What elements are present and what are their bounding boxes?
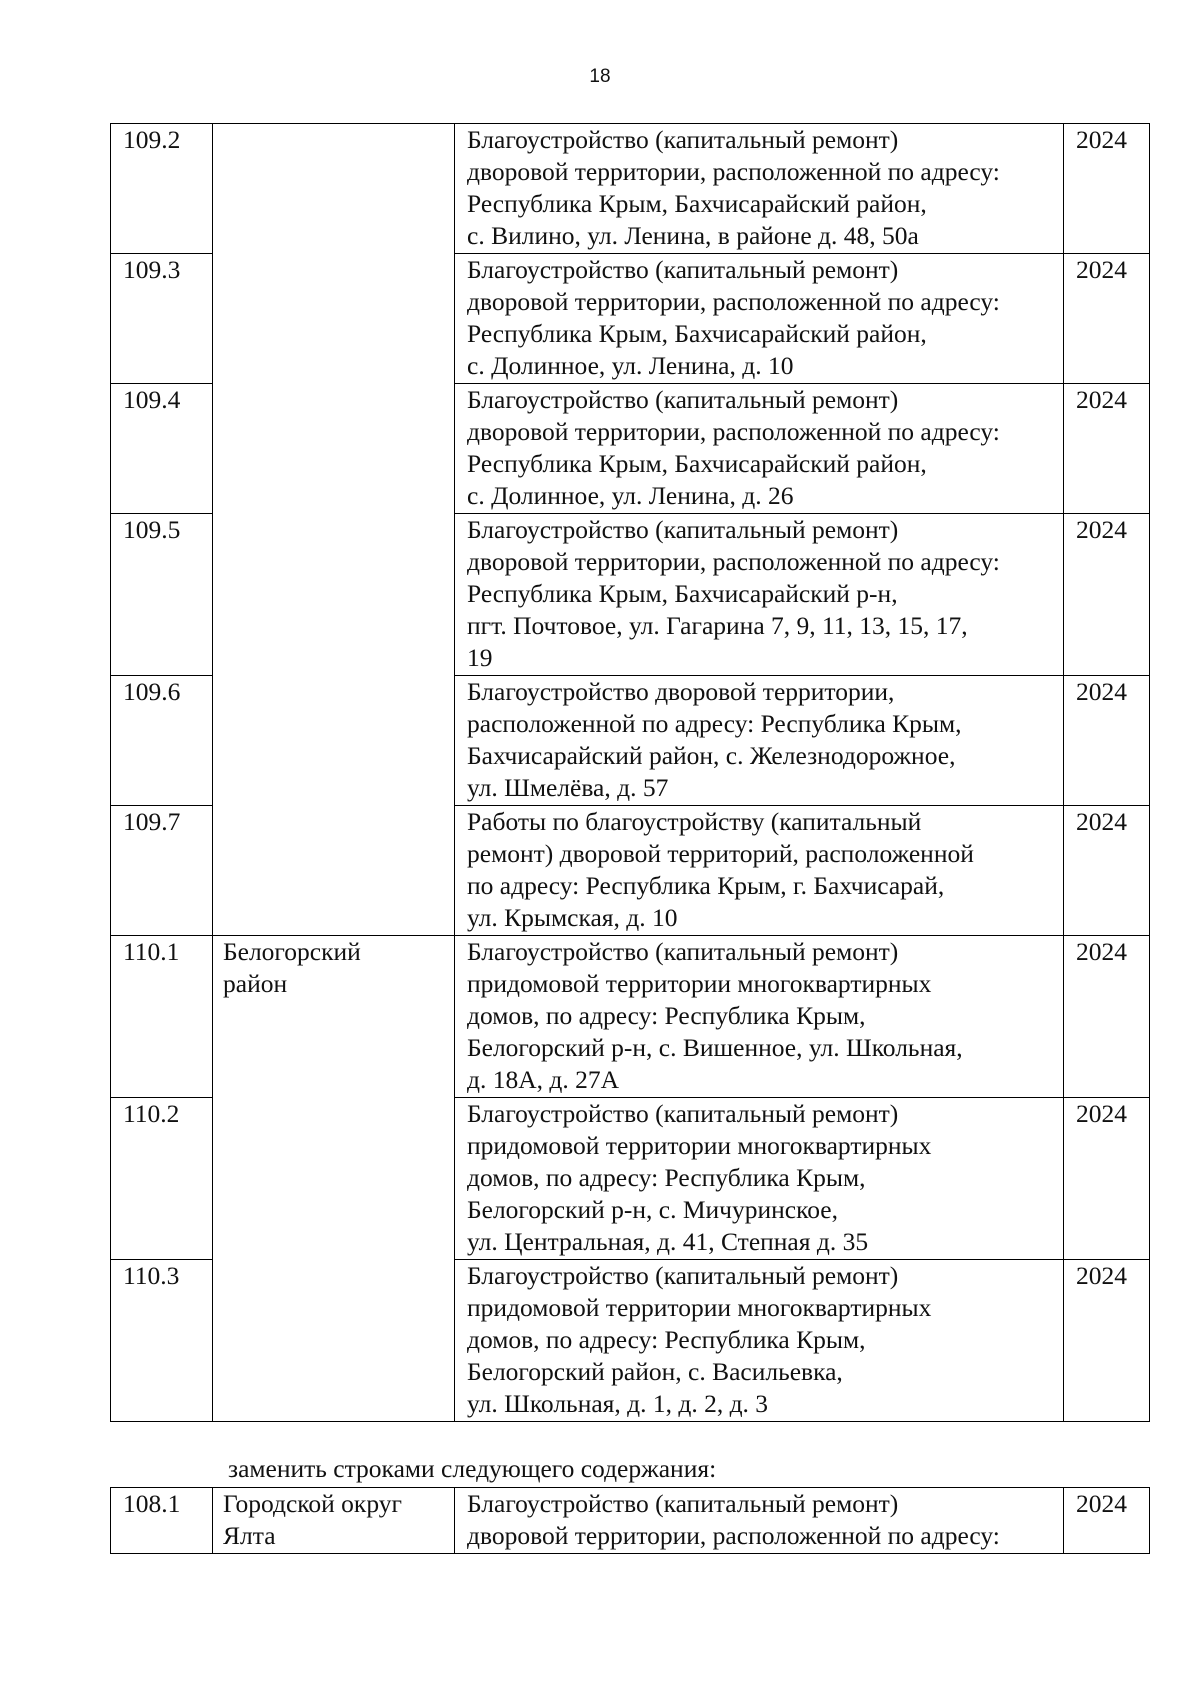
description-line: Республика Крым, Бахчисарайский р-н, (467, 579, 898, 608)
description-line: дворовой территории, расположенной по адресу: (467, 547, 1000, 576)
description-line: пгт. Почтовое, ул. Гагарина 7, 9, 11, 13, 15, 17, (467, 611, 968, 640)
description-line: Белогорский район, с. Васильевка, (467, 1357, 843, 1386)
description-line: Республика Крым, Бахчисарайский район, (467, 449, 927, 478)
row-number: 109.2 (111, 124, 213, 254)
description-line: придомовой территории многоквартирных (467, 1293, 932, 1322)
description-line: ул. Шмелёва, д. 57 (467, 773, 669, 802)
district-name-line: район (223, 969, 288, 998)
description-line: Республика Крым, Бахчисарайский район, (467, 319, 927, 348)
description-line: дворовой территории, расположенной по адресу: (467, 1521, 1000, 1550)
year: 2024 (1064, 254, 1150, 384)
description-line: Благоустройство (капитальный ремонт) (467, 515, 899, 544)
description-line: Работы по благоустройству (капитальный (467, 807, 922, 836)
main-table (110, 123, 1150, 1422)
description-line: Благоустройство дворовой территории, (467, 677, 895, 706)
description-line: Благоустройство (капитальный ремонт) (467, 1261, 899, 1290)
row-number: 108.1 (111, 1488, 213, 1554)
description-line: Благоустройство (капитальный ремонт) (467, 1099, 899, 1128)
district-cell (213, 1260, 455, 1422)
table-row (111, 124, 1150, 254)
row-number: 109.6 (111, 676, 213, 806)
row-number: 110.3 (111, 1260, 213, 1422)
district-cell (213, 936, 455, 1098)
table-row (111, 676, 1150, 806)
description-line: ул. Крымская, д. 10 (467, 903, 678, 932)
work-description (455, 254, 1064, 384)
description-line: д. 18А, д. 27А (467, 1065, 620, 1094)
description-line: Благоустройство (капитальный ремонт) (467, 125, 899, 154)
description-line: Белогорский р-н, с. Мичуринское, (467, 1195, 838, 1224)
row-number: 110.1 (111, 936, 213, 1098)
year: 2024 (1064, 806, 1150, 936)
description-line: с. Долинное, ул. Ленина, д. 26 (467, 481, 794, 510)
replacement-table (110, 1487, 1150, 1554)
description-line: домов, по адресу: Республика Крым, (467, 1001, 866, 1030)
district-cell (213, 676, 455, 806)
work-description (455, 124, 1064, 254)
table-row (111, 1488, 1150, 1554)
table-row (111, 1098, 1150, 1260)
description-line: с. Долинное, ул. Ленина, д. 10 (467, 351, 794, 380)
work-description (455, 806, 1064, 936)
year: 2024 (1064, 1098, 1150, 1260)
year: 2024 (1064, 1488, 1150, 1554)
row-number: 109.7 (111, 806, 213, 936)
description-line: Белогорский р-н, с. Вишенное, ул. Школьная, (467, 1033, 963, 1062)
work-description (455, 514, 1064, 676)
description-line: домов, по адресу: Республика Крым, (467, 1163, 866, 1192)
work-description (455, 384, 1064, 514)
work-description (455, 1260, 1064, 1422)
description-line: Благоустройство (капитальный ремонт) (467, 937, 899, 966)
district-cell (213, 124, 455, 254)
description-line: с. Вилино, ул. Ленина, в районе д. 48, 50а (467, 221, 919, 250)
district-cell (213, 1098, 455, 1260)
description-line: придомовой территории многоквартирных (467, 1131, 932, 1160)
row-number: 110.2 (111, 1098, 213, 1260)
table-row (111, 1260, 1150, 1422)
description-line: домов, по адресу: Республика Крым, (467, 1325, 866, 1354)
year: 2024 (1064, 1260, 1150, 1422)
table-row (111, 254, 1150, 384)
district-cell (213, 254, 455, 384)
description-line: ремонт) дворовой территорий, расположенной (467, 839, 974, 868)
description-line: Благоустройство (капитальный ремонт) (467, 255, 899, 284)
description-line: придомовой территории многоквартирных (467, 969, 932, 998)
district-cell (213, 514, 455, 676)
district-name-line: Городской округ (223, 1489, 402, 1518)
year: 2024 (1064, 514, 1150, 676)
page-number: 18 (589, 66, 611, 87)
description-line: дворовой территории, расположенной по адресу: (467, 287, 1000, 316)
description-line: ул. Школьная, д. 1, д. 2, д. 3 (467, 1389, 769, 1418)
district-name-line: Белогорский (223, 937, 361, 966)
district-cell (213, 1488, 455, 1554)
description-line: Республика Крым, Бахчисарайский район, (467, 189, 927, 218)
work-description (455, 1488, 1064, 1554)
table-row (111, 806, 1150, 936)
table-row (111, 514, 1150, 676)
work-description (455, 676, 1064, 806)
description-line: Благоустройство (капитальный ремонт) (467, 1489, 899, 1518)
district-cell (213, 384, 455, 514)
description-line: Бахчисарайский район, с. Железнодорожное, (467, 741, 956, 770)
year: 2024 (1064, 936, 1150, 1098)
work-description (455, 936, 1064, 1098)
row-number: 109.3 (111, 254, 213, 384)
row-number: 109.4 (111, 384, 213, 514)
district-name-line: Ялта (223, 1521, 276, 1550)
table-row (111, 384, 1150, 514)
district-cell (213, 806, 455, 936)
description-line: ул. Центральная, д. 41, Степная д. 35 (467, 1227, 869, 1256)
replace-instruction: заменить строками следующего содержания: (228, 1454, 717, 1483)
description-line: Благоустройство (капитальный ремонт) (467, 385, 899, 414)
description-line: 19 (467, 643, 493, 672)
description-line: расположенной по адресу: Республика Крым, (467, 709, 962, 738)
work-description (455, 1098, 1064, 1260)
description-line: по адресу: Республика Крым, г. Бахчисарай, (467, 871, 945, 900)
year: 2024 (1064, 676, 1150, 806)
row-number: 109.5 (111, 514, 213, 676)
year: 2024 (1064, 384, 1150, 514)
table-row (111, 936, 1150, 1098)
year: 2024 (1064, 124, 1150, 254)
description-line: дворовой территории, расположенной по адресу: (467, 417, 1000, 446)
description-line: дворовой территории, расположенной по адресу: (467, 157, 1000, 186)
